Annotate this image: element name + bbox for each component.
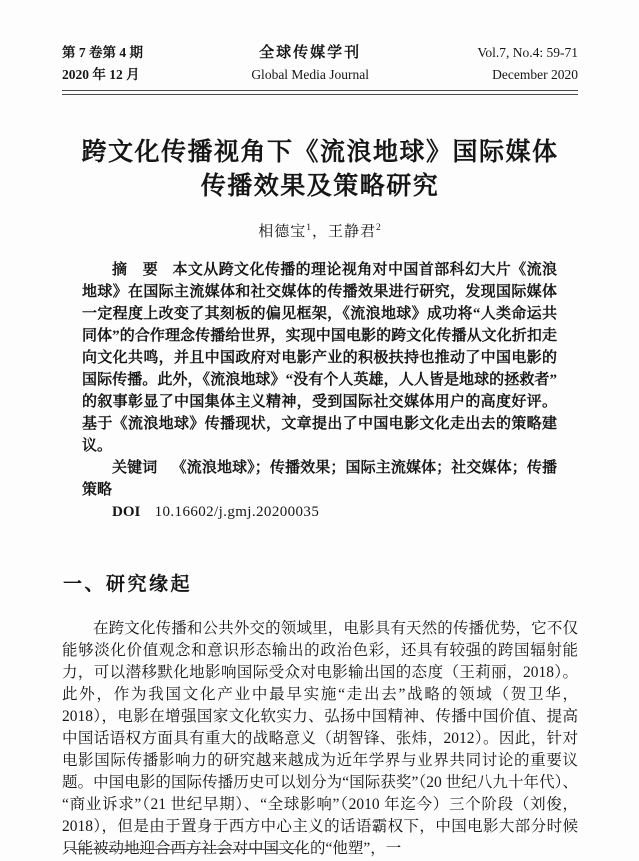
abstract-label: 摘 要 [112, 262, 159, 278]
author-name-1: 相德宝 [258, 224, 307, 240]
issue-date-zh: 2020 年 12 月 [62, 67, 140, 82]
author-separator: ， [311, 224, 328, 240]
keywords-label: 关键词 [112, 460, 158, 476]
body-paragraph: 在跨文化传播和公共外交的领域里，电影具有天然的传播优势，它不仅能够淡化价值观念和意识形态输出的政治色彩，还具有较强的跨国辐射能力，可以潜移默化地影响国际受众对电影输出国的态度（王莉丽，2018）。此外，作为我国文化产业中最早实施“走出去”战略的领域（贺卫华，2018），电影在增强国家文化软实力、弘扬中国精神、传播中国价值、提高中国话语权方面具有重大的战略意义（胡智锋、张炜，2012）。因此，针对电影国际传播影响力的研究越来越成为近年学界与业界共同讨论的重要议题。中国电影的国际传播历史可以划分为“国际获奖”（20 世纪八九十年代）、“商业诉求”（21 世纪早期）、“全球影响”（2010 年迄今）三个阶段（刘俊，2018），但是由于置身于西方中心主义的话语霸权下，中国电影大部分时候只能被动地迎合西方社会对中国文化的“他塑”，一 [62, 620, 578, 857]
issue-date-en: December 2020 [492, 67, 578, 82]
volume-issue-zh: 第 7 卷第 4 期 [62, 45, 143, 60]
section-heading: 一、研究缘起 [63, 574, 193, 595]
header-right-column [477, 42, 578, 86]
keywords-text: 《流浪地球》；传播效果；国际主流媒体；社交媒体；传播策略 [82, 460, 557, 498]
journal-name-en: Global Media Journal [251, 67, 370, 82]
keywords-paragraph [82, 457, 557, 501]
author-affiliation-marker-2: 2 [376, 223, 382, 233]
article-title-line2: 传播效果及策略研究 [200, 172, 440, 200]
doi-line [82, 501, 557, 523]
header-left-column [62, 42, 143, 86]
abstract-block [82, 259, 557, 523]
header-divider [62, 90, 578, 95]
footnote-divider [70, 849, 307, 850]
doi-value: 10.16602/j.gmj.20200035 [154, 504, 320, 520]
article-title [62, 135, 578, 203]
author-byline [62, 220, 578, 241]
volume-issue-en: Vol.7, No.4: 59-71 [477, 45, 578, 60]
journal-header [62, 42, 578, 86]
doi-label: DOI [112, 504, 141, 520]
author-name-2: 王静君 [328, 224, 377, 240]
author-affiliation-marker-1: 1 [306, 223, 312, 233]
header-center-column [251, 42, 369, 86]
journal-name-zh: 全球传媒学刊 [259, 44, 362, 61]
abstract-paragraph [82, 259, 557, 457]
article-title-line1: 跨文化传播视角下《流浪地球》国际媒体 [81, 138, 559, 166]
abstract-text: 本文从跨文化传播的理论视角对中国首部科幻大片《流浪地球》在国际主流媒体和社交媒体的传播效果进行研究，发现国际媒体一定程度上改变了其刻板的偏见框架，《流浪地球》成功将“人类命运共同体”的合作理念传播给世界，实现中国电影的跨文化传播从文化折扣走向文化共鸣，并且中国政府对电影产业的积极扶持也推动了中国电影的国际传播。此外，《流浪地球》“没有个人英雄，人人皆是地球的拯救者”的叙事彰显了中国集体主义精神，受到国际社交媒体用户的高度好评。基于《流浪地球》传播现状，文章提出了中国电影文化走出去的策略建议。 [82, 262, 557, 454]
